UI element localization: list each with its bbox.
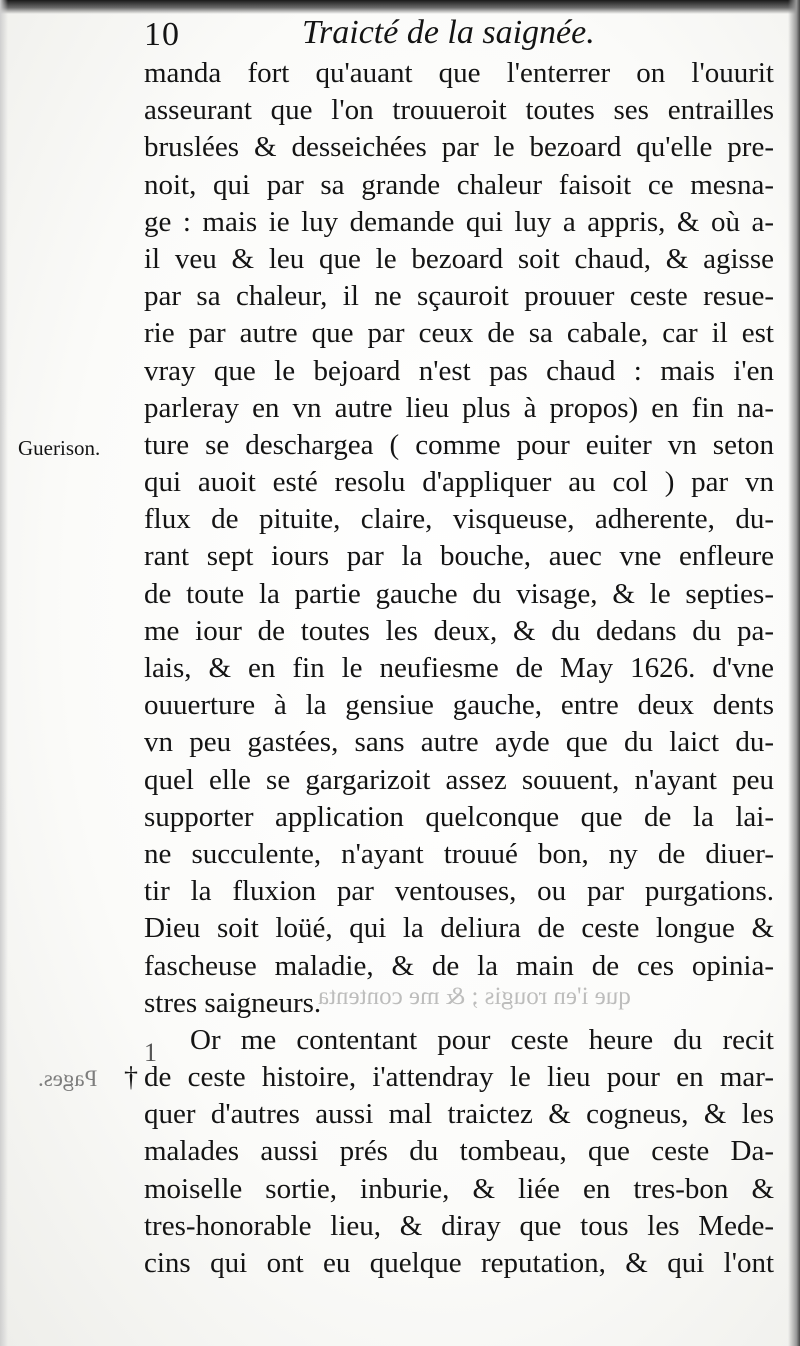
text-line: manda fort qu'auant que l'enterrer on l'ouurit: [144, 57, 774, 89]
text-line: qui auoit esté resolu d'appliquer au col ) par vn: [144, 466, 774, 499]
body-text: [144, 55, 774, 1282]
text-line: Dieu soit loüé, qui la deliura de ceste longue &: [144, 912, 774, 945]
text-line: lais, & en fin le neufiesme de May 1626. d'vne: [144, 652, 774, 684]
text-line: de ceste histoire, i'attendray le lieu pour en mar-: [144, 1061, 774, 1094]
text-line: ne succulente, n'ayant trouué bon, ny de diuer-: [144, 837, 774, 870]
text-line: rant sept iours par la bouche, auec vne enfleure: [144, 540, 774, 573]
text-line: vray que le bejoard n'est pas chaud : mais i'en: [144, 354, 774, 387]
text-line: cins qui ont eu quelque reputation, & qui l'ont: [144, 1247, 774, 1279]
text-line: parleray en vn autre lieu plus à propos) en fin na-: [144, 391, 774, 424]
text-line: vn peu gastées, sans autre ayde que du laict du-: [144, 726, 774, 759]
text-line: de toute la partie gauche du visage, & le septies-: [144, 577, 774, 610]
text-line: stres saigneurs.: [144, 986, 322, 1019]
text-line: moiselle sortie, inburie, & liée en tres-bon &: [144, 1172, 774, 1205]
text-line: tres-honorable lieu, & diray que tous les Mede-: [144, 1209, 774, 1242]
text-line: malades aussi prés du tombeau, que ceste Da-: [144, 1135, 774, 1168]
margin-bleed-through-note: Pages.: [38, 1066, 98, 1091]
text-line: asseurant que l'on trouueroit toutes ses entrailles: [144, 94, 774, 127]
text-line: bruslées & desseichées par le bezoard qu'elle pre-: [144, 131, 774, 164]
margin-note-guerison: Guerison.: [18, 436, 101, 460]
text-line: noit, qui par sa grande chaleur faisoit ce mesna-: [144, 168, 774, 201]
paragraph-start-line: Or me contentant pour ceste heure du recit: [190, 1023, 774, 1056]
page-right-shadow: [788, 0, 800, 1346]
text-line: supporter application quelconque que de la lai-: [144, 800, 774, 833]
margin-bleed-number: 1: [144, 1038, 157, 1067]
text-line: rie par autre que par ceux de sa cabale, car il est: [144, 317, 774, 350]
margin-dagger-mark: †: [124, 1062, 138, 1093]
text-line: quer d'autres aussi mal traictez & cogneus, & les: [144, 1098, 774, 1131]
page-top-shadow: [0, 0, 800, 14]
running-title: Traicté de la saignée.: [302, 14, 595, 51]
page-left-shadow: [0, 0, 8, 1346]
text-line: ge : mais ie luy demande qui luy a appris, & où a-: [144, 205, 774, 238]
text-line: tir la fluxion par ventouses, ou par purgations.: [144, 875, 774, 908]
text-line: quel elle se gargarizoit assez souuent, n'ayant peu: [144, 763, 774, 796]
text-line: me iour de toutes les deux, & du dedans du pa-: [144, 614, 774, 647]
text-line: fascheuse maladie, & de la main de ces opinia-: [144, 949, 774, 982]
text-line: ture se deschargea ( comme pour euiter vn seton: [144, 428, 774, 461]
page-number: 10: [144, 16, 180, 53]
text-line: il veu & leu que le bezoard soit chaud, & agisse: [144, 242, 774, 275]
bleed-through-text: que i'en rougis ; & me contenta: [318, 983, 631, 1010]
text-line: flux de pituite, claire, visqueuse, adherente, du-: [144, 503, 774, 536]
text-line: par sa chaleur, il ne sçauroit prouuer ceste resue-: [144, 280, 774, 313]
text-line: ouuerture à la gensiue gauche, entre deux dents: [144, 689, 774, 722]
